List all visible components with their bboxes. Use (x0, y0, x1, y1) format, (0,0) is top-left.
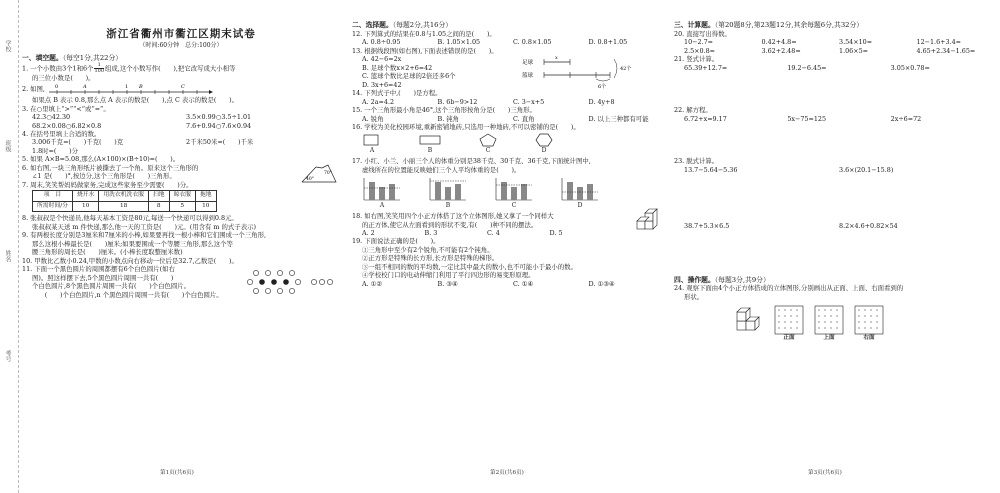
q15-option-b[interactable]: B. 钝角 (437, 114, 460, 123)
q21-item-1: 65.39+12.7= (684, 63, 728, 72)
question-10: 10. 甲数比乙数小0.24,甲数的小数点向右移动一位后是32.7,乙数是( )。 (22, 256, 238, 265)
bar-chart-a-icon (362, 176, 402, 202)
table-cell: 10 (195, 201, 216, 212)
question-2-line2: 如果点 B 表示 0.8,那么点 A 表示的数是( ),点 C 表示的数是( )。 (32, 96, 238, 105)
table-row-label: 所需时间/分 (33, 201, 73, 212)
q15-option-d[interactable]: D. 以上三种都有可能 (588, 114, 649, 123)
section-4-heading: 四、操作题。（每题3分,共9分） (674, 275, 770, 284)
q4-item-1: 3.006千克=( )千克( )克 (32, 138, 124, 147)
page-2 (352, 18, 664, 480)
q20-item-4: 12−1.6+3.4= (916, 38, 962, 47)
q13-option-d[interactable]: D. 3x+6=42 (362, 80, 402, 89)
question-8-line2: 张叔叔某天送 m 件快递,那么他一天的工资是( )元。(用含有 m 的式子表示) (32, 222, 256, 231)
q15-option-c[interactable]: C. 直角 (513, 114, 535, 123)
right-view-grid[interactable]: 右面 (854, 305, 884, 342)
q18-option-d[interactable]: D. 5 (549, 229, 563, 238)
q4-item-3: 1.8时=( )分 (32, 146, 79, 155)
question-3: 3. 在○里填上“>”“<”或“=”。 (22, 104, 110, 113)
page-3 (674, 18, 994, 480)
q14-option-d[interactable]: D. 4y+8 (588, 97, 615, 106)
margin-label-name: 姓名 (4, 250, 11, 262)
q18-option-a[interactable]: A. 2 (362, 229, 375, 238)
question-9: 9. 有两根长度分别是3厘米和7厘米的小棒,如果要再找一根小棒和它们围成一个三角形, (22, 231, 266, 240)
question-18: 18. 如右图,笑笑用四个小正方体搭了这个立体图形,她又拿了一个同样大 (352, 212, 554, 221)
question-17-line2: 虚线所在的位置能反映她们三个人平均体重的是( )。 (362, 165, 521, 174)
pentagon-tile-icon (480, 134, 496, 146)
q17-option-b[interactable]: B (428, 176, 468, 210)
question-18-line2: 的正方体,使它从左面看到的形状不变,有( )种不同的摆法。 (362, 220, 538, 229)
rectangle-tile-icon (420, 136, 440, 144)
q15-option-a[interactable]: A. 锐角 (362, 114, 384, 123)
torn-triangle-figure (300, 162, 340, 184)
table-header: 拖地 (195, 191, 216, 202)
table-header: 晾衣服 (169, 191, 195, 202)
question-1: 1. 一个小数由3个1和6个 $\frac{1}{100}$ 组成,这个小数写作( ),把它改写成大小相等 (22, 61, 236, 74)
segment-diagram (522, 55, 642, 89)
margin-label-class: 班级 (4, 140, 11, 152)
question-11-line3: 个白色圆片,8个黑色圆片周围一共有( )个白色圆片。 (32, 282, 191, 291)
q16-option-b[interactable]: B (418, 133, 442, 155)
question-24: 24. 观察下面由4个小正方体搭成的立体图形,分别画出从正面、上面、右面看到的 (674, 284, 904, 293)
dot-grid-top-icon (814, 305, 844, 335)
top-view-grid[interactable]: 上面 (814, 305, 844, 342)
q20-item-8: 4.65+2.34−1.65= (916, 46, 976, 55)
q17-option-d[interactable]: D (560, 176, 600, 210)
exam-subtitle: （时间:60分钟 总分:100分） (139, 41, 223, 49)
q22-item-2: 5x−75=125 (787, 114, 827, 123)
exam-title: 浙江省衢州市衢江区期末试卷 (106, 28, 256, 40)
q19-option-c[interactable]: C. ①④ (513, 279, 534, 288)
bar-chart-b-icon (428, 176, 468, 202)
q20-item-1: 10−2.7= (684, 38, 714, 47)
section-1-heading: 一、填空题。（每空1分,共22分） (22, 53, 123, 62)
number-line-a: A (82, 84, 87, 91)
q19-option-d[interactable]: D. ①③④ (588, 279, 615, 288)
page-footer-1: 第1页(共6页) (160, 470, 194, 476)
q3-item-4: 7.6+0.94○7.6×0.94 (186, 121, 252, 130)
number-line-zero: 0 (54, 84, 59, 91)
bar-chart-d-icon (560, 176, 600, 202)
table-cell: 10 (72, 201, 98, 212)
q20-item-3: 3.54×10= (839, 38, 873, 47)
question-9-line2: 那么这根小棒最长是( )厘米;如果要围成一个等腰三角形,那么这个等 (32, 239, 233, 248)
q16-option-c[interactable]: C (478, 133, 498, 155)
number-line-b: B (138, 84, 143, 91)
question-6: 6. 如右图,一块三角形纸片被撕去了一个角。原来这个三角形的 (22, 163, 199, 172)
q3-item-1: 42.3○42.30 (32, 113, 71, 122)
question-6-line2: ∠1 是( )°,按边分,这个三角形是( )三角形。 (32, 172, 176, 181)
question-2: 2. 如图, 0 1 A B C (22, 82, 340, 96)
q16-option-a[interactable]: A (362, 133, 382, 155)
question-23: 23. 脱式计算。 (674, 157, 719, 166)
table-cell: 5 (169, 201, 195, 212)
question-11-line4: ( )个白色圆片,n 个黑色圆片周围一共有( )个白色圆片。 (32, 290, 223, 299)
number-line-c: C (180, 84, 185, 91)
bar-chart-c-icon (494, 176, 534, 202)
binding-margin (0, 0, 19, 493)
cube-model-figure (734, 305, 764, 335)
q14-option-c[interactable]: C. 3−x+5 (513, 97, 545, 106)
table-header: 用洗衣机洗衣服 (99, 191, 149, 202)
segment-football-label: 足球 (522, 59, 534, 66)
question-19: 19. 下面说法正确的是( )。 (352, 237, 440, 246)
q17-option-a[interactable]: A (362, 176, 402, 210)
question-16: 16. 学校为美化校园环境,重新密铺地砖,只选用一种地砖,不可以密铺的是( )。 (352, 122, 580, 131)
disc-pattern-figure (246, 265, 338, 299)
q14-option-b[interactable]: B. 6b−9>12 (437, 97, 478, 106)
question-4: 4. 在括号里填上合适的数。 (22, 130, 101, 138)
front-view-grid[interactable]: 正面 (774, 305, 804, 342)
question-20: 20. 直接写出得数。 (674, 29, 731, 38)
q19-statement-2: ②正方形是特殊的长方形,长方形是特殊的梯形。 (362, 254, 499, 263)
q17-option-c[interactable]: C (494, 176, 534, 210)
page-1 (22, 18, 340, 480)
question-14: 14. 下列式子中,( )是方程。 (352, 89, 442, 98)
dot-grid-right-icon (854, 305, 884, 335)
q20-item-7: 1.06×5= (839, 46, 869, 55)
hexagon-tile-icon (536, 134, 552, 146)
page-footer-2: 第2页(共6页) (490, 470, 524, 476)
housework-table (32, 190, 217, 212)
page-footer-3: 第3页(共6页) (808, 470, 842, 476)
q13-option-a[interactable]: A. 42−6=2x (362, 55, 402, 64)
section-2-heading: 二、选择题。（每题2分,共16分） (352, 21, 453, 29)
question-17: 17. 小红、小兰、小丽三个人的体重分别是38千克、30千克、36千克,下面统计图中, (352, 157, 591, 166)
question-8: 8. 张叔叔是个快递员,他每天基本工资是80元,每送一个快递可以得到0.8元。 (22, 214, 238, 223)
q12-option-d[interactable]: D. 0.8+1.05 (588, 38, 628, 47)
question-11-line2: 图)。照这样摆下去,5个黑色圆片周围一共有( ) (32, 273, 174, 282)
q19-option-a[interactable]: A. ①② (362, 279, 383, 288)
q3-item-3: 68.2×0.08○6.82×0.8 (32, 121, 102, 130)
table-header: 项 目 (33, 191, 73, 202)
q18-option-c[interactable]: C. 4 (487, 229, 500, 238)
q12-option-a[interactable]: A. 0.8÷0.95 (362, 38, 401, 47)
dot-grid-front-icon (774, 305, 804, 335)
table-cell: 18 (99, 201, 149, 212)
question-12: 12. 下列算式的结果在0.8与1.05之间的是( )。 (352, 29, 496, 38)
question-22: 22. 解方程。 (674, 106, 712, 115)
margin-label-school: 学校 (4, 40, 11, 52)
q16-option-d[interactable]: D (534, 133, 554, 155)
q23-item-3: 38.7+5.3×6.5 (684, 222, 730, 231)
segment-42-label: 42个 (620, 65, 632, 72)
q21-item-2: 19.2−6.45= (787, 63, 827, 72)
q23-item-4: 8.2×4.6+0.82×54 (839, 222, 898, 231)
angle-40: 40° (306, 176, 314, 182)
q21-item-3: 3.05×0.78= (890, 63, 930, 72)
cube-stack-figure (634, 206, 660, 232)
angle-70: 70° (324, 170, 332, 176)
q19-statement-1: ①三角形中至少有2个锐角,不可能有2个钝角。 (362, 245, 494, 254)
number-line-figure (45, 82, 215, 96)
question-1-line2: 的三位小数是( )。 (32, 73, 95, 82)
q22-item-1: 6.72+x=9.17 (684, 114, 727, 123)
segment-x-label: x (555, 54, 558, 61)
section-3-heading: 三、计算题。（第20题8分,第23题12分,其余每题6分,共32分） (674, 21, 864, 29)
table-header: 烧开水 (72, 191, 98, 202)
square-tile-icon (364, 135, 378, 145)
q20-item-2: 0.42+4.8= (761, 38, 797, 47)
q20-item-6: 3.62+2.48= (761, 46, 801, 55)
number-line-one: 1 (124, 84, 129, 91)
q19-option-b[interactable]: B. ③④ (437, 279, 458, 288)
question-5: 5. 如果 A×B=5.08,那么(A×100)×(B÷10)=( )。 (22, 155, 180, 164)
question-21: 21. 竖式计算。 (674, 55, 719, 64)
margin-label-id: 考号 (4, 350, 11, 362)
question-24-line2: 形状。 (684, 292, 704, 301)
q19-statement-3: ③一组不相同的数的平均数,一定比其中最大的数小,也不可能小于最小的数。 (362, 262, 577, 271)
q4-item-2: 2千米50米=( )千米 (186, 138, 254, 147)
q18-option-b[interactable]: B. 3 (424, 229, 438, 238)
q12-option-b[interactable]: B. 1.05×1.05 (437, 38, 481, 47)
q12-option-c[interactable]: C. 0.8×1.05 (513, 38, 552, 47)
q19-statement-4: ④学校校门口的电动伸缩门利用了平行四边形的易变形原理。 (362, 271, 535, 280)
q23-item-2: 3.6×(20.1−15.8) (839, 165, 894, 174)
q13-option-c[interactable]: C. 篮球个数比足球的2倍还多6个 (362, 72, 456, 81)
segment-6-label: 6个 (598, 83, 607, 89)
question-11: 11. 下面一个黑色圆片的周围都摆有6个白色圆片(如右 (22, 265, 175, 274)
q20-item-5: 2.5×0.8= (684, 46, 716, 55)
question-13: 13. 根据线段图(如右图),下面表述错误的是( )。 (352, 46, 498, 55)
segment-basketball-label: 篮球 (522, 72, 534, 79)
table-header: 扫地 (148, 191, 169, 202)
question-9-line3: 腰三角形的周长是( )厘米。(小棒长度取整厘米数) (32, 248, 183, 257)
question-7: 7. 周末,笑笑帮妈妈做家务,完成这些家务至少需要( )分。 (22, 180, 193, 189)
table-cell: 8 (148, 201, 169, 212)
q3-item-2: 3.5×0.99○3.5÷1.01 (186, 113, 252, 122)
question-15: 15. 一个三角形最小角是46°,这个三角形按角分是( )三角形。 (352, 106, 536, 115)
q13-option-b[interactable]: B. 足球个数x×2+6=42 (362, 63, 433, 72)
q22-item-3: 2x÷6=72 (890, 114, 922, 123)
q23-item-1: 13.7−5.64−5.36 (684, 165, 738, 174)
q14-option-a[interactable]: A. 2a=4.2 (362, 97, 395, 106)
